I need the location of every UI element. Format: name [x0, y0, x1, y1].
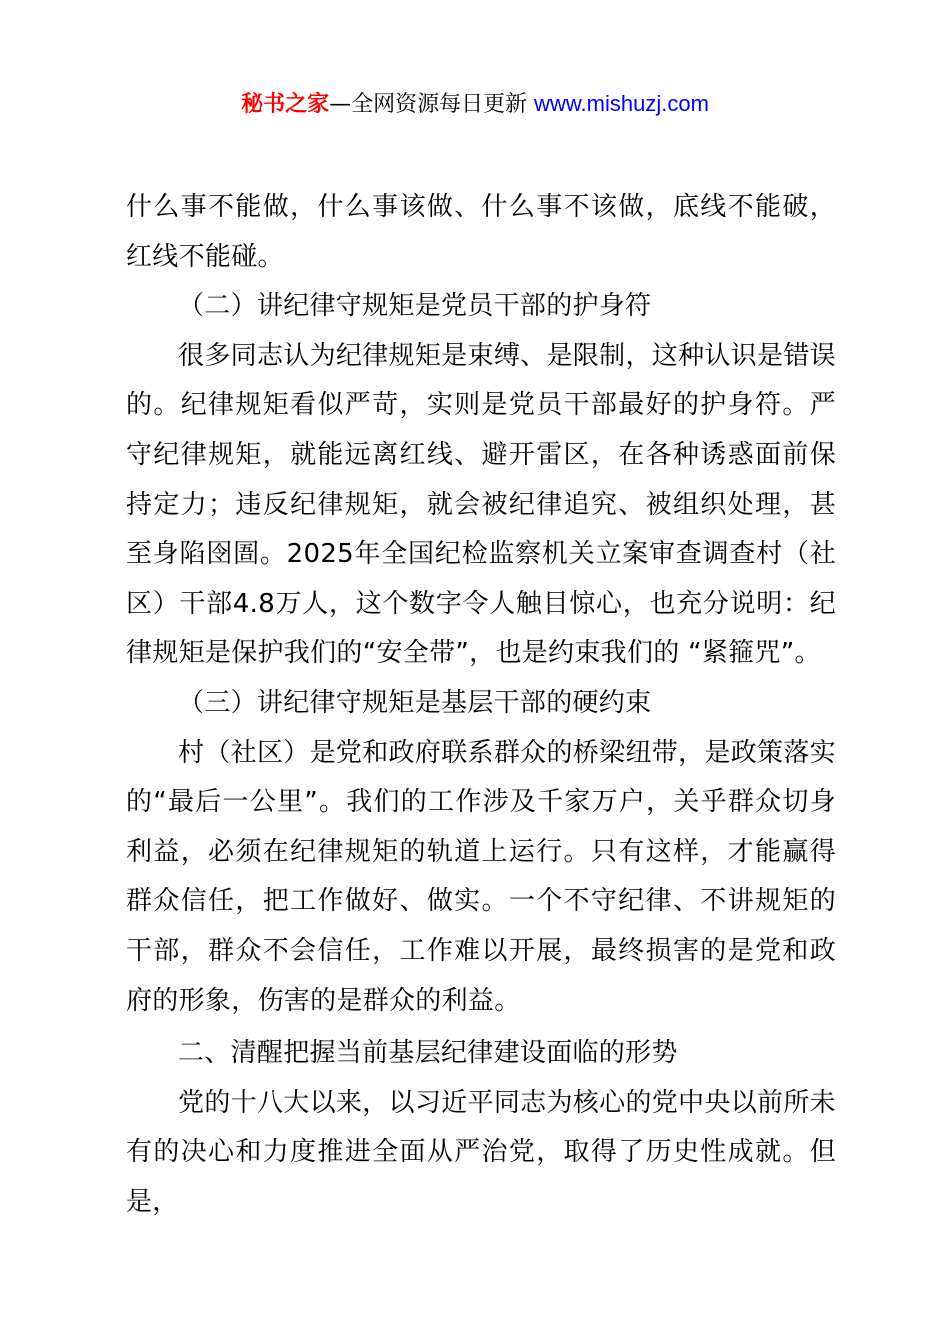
paragraph: 很多同志认为纪律规矩是束缚、是限制，这种认识是错误的。纪律规矩看似严苛，实则是党员干部最好的护身符。严守纪律规矩，就能远离红线、避开雷区，在各种诱惑面前保持定力；违反纪律规矩，就会被纪律追究、被组织处理，甚至身陷囹圄。2025年全国纪检监察机关立案审查调查村（社区）干部4.8万人，这个数字令人触目惊心，也充分说明：纪律规矩是保护我们的“安全带”，也是约束我们的 “紧箍咒”。 — [126, 340, 836, 669]
document-body — [126, 183, 836, 1227]
site-brand: 秘书之家 — [241, 92, 330, 117]
document-header — [0, 88, 950, 121]
paragraph: 村（社区）是党和政府联系群众的桥梁纽带，是政策落实的“最后一公里”。我们的工作涉及千家万户，关乎群众切身利益，必须在纪律规矩的轨道上运行。只有这样，才能赢得群众信任，把工作做好、做实。一个不守纪律、不讲规矩的干部，群众不会信任，工作难以开展，最终损害的是党和政府的形象，伤害的是群众的利益。 — [126, 737, 836, 1016]
chapter-heading-2: 二、清醒把握当前基层纪律建设面临的形势 — [178, 1038, 678, 1069]
paragraph: 党的十八大以来，以习近平同志为核心的党中央以前所未有的决心和力度推进全面从严治党，取得了历史性成就。但是， — [126, 1087, 836, 1217]
paragraph-continuation: 什么事不能做，什么事该做、什么事不该做，底线不能破，红线不能碰。 — [126, 192, 836, 272]
section-heading-3: （三）讲纪律守规矩是基层干部的硬约束 — [178, 687, 652, 718]
site-tagline: —全网资源每日更新 — [329, 92, 535, 117]
section-heading-2: （二）讲纪律守规矩是党员干部的护身符 — [178, 291, 652, 322]
site-url[interactable]: www.mishuzj.com — [534, 91, 709, 116]
